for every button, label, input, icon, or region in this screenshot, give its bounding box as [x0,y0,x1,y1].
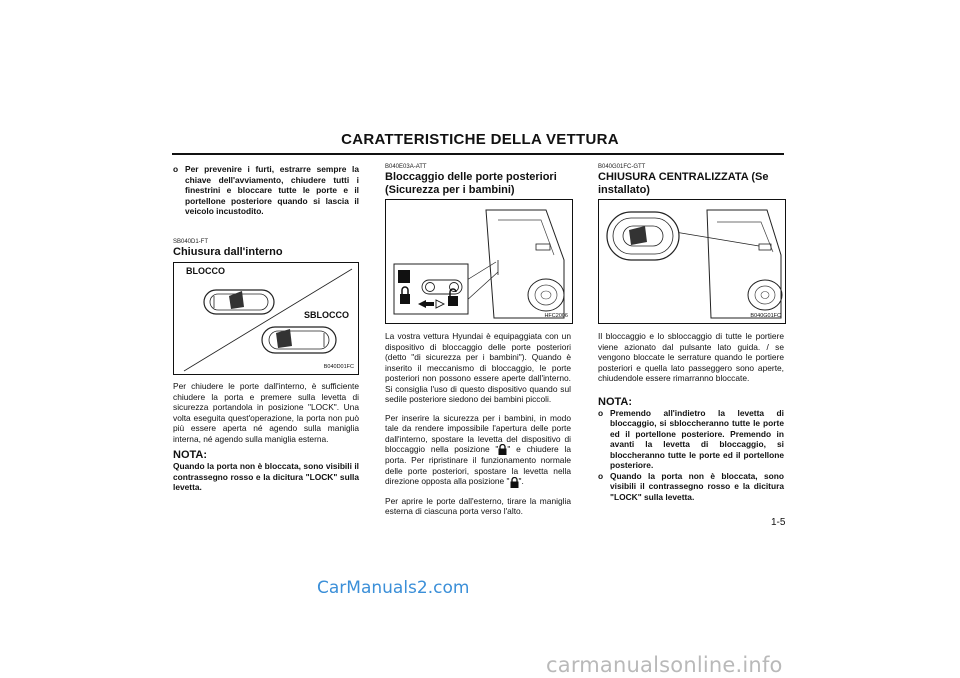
bullet-mark: o [173,164,179,174]
label-lock: BLOCCO [186,266,225,276]
lock-icon [510,477,519,488]
header-rule [172,153,784,155]
paragraph-instructions [385,413,571,488]
note-item [598,408,784,471]
section-title: CHIUSURA CENTRALIZZATA (Se installato) [598,171,769,196]
section-title: Chiusura dall'interno [173,245,283,258]
figure-child-lock [385,199,573,324]
column-2 [385,164,571,517]
note-mark: o [598,470,604,481]
column-3 [598,164,784,502]
instructions-part-c: ". [518,476,524,487]
paragraph-intro: La vostra vettura Hyundai è equipaggiata con un dispositivo di bloccaggio delle porte posteriori (detto "di sicurezza per i bambini"). Quando è inserito il meccanismo di bloccaggio, le porte posteriori non possono essere aperte dall'interno. Si consiglia l'uso di questo dispositivo quando sul sedile posteriore siedono dei bambini piccoli. [385,331,571,404]
driver-door-illustration [599,200,785,323]
section-code: SB040D1-FT [173,238,209,245]
rear-door-illustration [386,200,572,323]
figure-central-locking [598,199,786,324]
note-label: NOTA: [598,395,633,408]
section-code: B040G01FC-GTT [598,164,646,170]
label-unlock: SBLOCCO [304,310,349,320]
figure-code: B040G01FC [750,312,781,319]
note-text: Premendo all'indietro la levetta di bloccaggio, si sbloccheranno tutte le porte ed il portellone posteriore. Premendo in avanti la levetta di bloccaggio, si bloccheranno tutte le porte ed il portellone posteriore. [610,407,784,470]
section-title: Bloccaggio delle porte posteriori (Sicurezza per i bambini) [385,171,557,196]
note-label: NOTA: [173,449,208,461]
bullet-antitheft [173,164,359,217]
paragraph-inner-lock: Per chiudere le porte dall'interno, è sufficiente chiudere la porta e premere sulla levetta di sicurezza portandola in posizione "LOCK". Una volta eseguita quest'operazione, la porta non può più essere aperta né agendo sulla maniglia interna, né agendo sulla maniglia esterna. [173,381,359,444]
figure-inner-handle [173,262,359,375]
watermark-carmanualsonline[interactable]: carmanualsonline.info [546,653,783,677]
paragraph-outside: Per aprire le porte dall'esterno, tirare la maniglia esterna di ciascuna porta verso l'alto. [385,495,571,517]
note-text: Quando la porta non è bloccata, sono visibili il contrassegno rosso e la dicitura "LOCK" sulla levetta. [173,461,359,492]
note-mark: o [598,407,604,418]
instructions-part-b: " e chiudere la porta. Per ripristinare il funzionamento normale delle porte posteriori, spostare la levetta nella direzione opposta alla posizione " [385,444,571,487]
page-title: CARATTERISTICHE DELLA VETTURA [341,131,619,148]
note-item [598,471,784,503]
note-text: Quando la porta non è bloccata, sono visibili il contrassegno rosso e la dicitura "LOCK" sulla levetta. [610,470,784,502]
figure-code: B040D01FC [323,363,354,370]
page-number: 1-5 [771,517,786,528]
column-1 [173,164,359,493]
paragraph-central-locking: Il bloccaggio e lo sbloccaggio di tutte le portiere viene azionato dal pulsante lato guida. / se vengono bloccate le serrature quando le portiere posteriori e quella lato passeggero sono aperte, chiudendole essere rimarranno bloccate. [598,331,784,383]
section-code: B040E03A-ATT [385,164,427,170]
watermark-carmanuals2[interactable]: CarManuals2.com [317,578,470,598]
figure-code: HFC2006 [544,312,568,319]
instructions-part-a: Per inserire la sicurezza per i bambini, in modo tale da rendere impossibile l'apertura delle porte dall'interno, spostare la levetta del dispositivo di bloccaggio nella posizione " [385,412,571,454]
bullet-text: Per prevenire i furti, estrarre sempre la chiave dell'avviamento, chiudere tutti i finestrini e bloccare tutte le porte e il portellone posteriore quando si lascia il veicolo incustodito. [185,164,359,216]
